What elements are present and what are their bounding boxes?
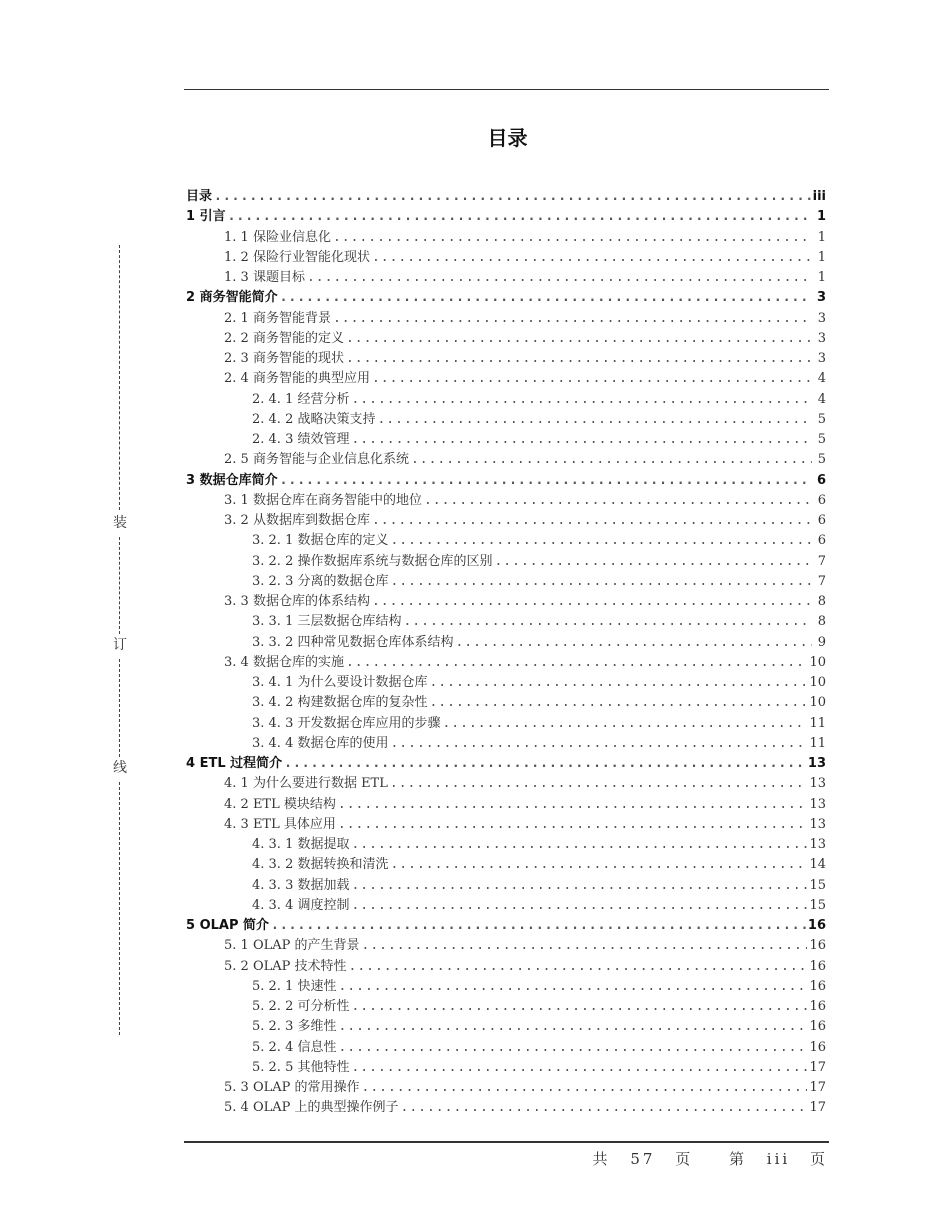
toc-entry-title: 目录: [186, 189, 213, 204]
toc-entry[interactable]: [186, 228, 826, 248]
toc-dot-leader: [390, 734, 807, 754]
footer-page-number: iii: [766, 1150, 791, 1168]
toc-dot-leader: [455, 633, 812, 653]
toc-dot-leader: [494, 552, 812, 572]
toc-dot-leader: [390, 572, 812, 592]
toc-entry-title: 3. 3. 1 三层数据仓库结构: [252, 614, 402, 630]
toc-entry-title: 1. 3 课题目标: [224, 270, 305, 285]
toc-entry-page: 7: [817, 553, 826, 569]
toc-entry[interactable]: [186, 491, 826, 511]
toc-entry-page: 16: [807, 918, 826, 933]
toc-entry-title: 4. 3. 1 数据提取: [252, 837, 350, 852]
toc-entry[interactable]: [186, 592, 826, 612]
toc-entry-page: 1: [817, 249, 826, 265]
toc-entry-page: 10: [809, 654, 826, 670]
toc-entry-page: 13: [809, 837, 826, 852]
binding-label-zhuang: 装: [113, 515, 127, 531]
toc-dot-leader: [424, 491, 812, 511]
toc-entry-title: 5. 2. 1 快速性: [252, 978, 337, 994]
toc-entry-page: 1: [817, 270, 826, 285]
toc-entry[interactable]: [186, 1058, 826, 1078]
toc-entry-title: 1. 2 保险行业智能化现状: [224, 249, 370, 265]
toc-entry[interactable]: [186, 835, 826, 855]
toc-entry-page: 13: [807, 756, 826, 771]
toc-entry[interactable]: [186, 633, 826, 653]
toc-entry-page: 17: [809, 1059, 826, 1075]
toc-entry-title: 5. 3 OLAP 的常用操作: [224, 1080, 360, 1095]
toc-entry[interactable]: [186, 653, 826, 673]
toc-entry[interactable]: [186, 693, 826, 713]
toc-entry[interactable]: [186, 207, 826, 227]
toc-entry[interactable]: [186, 309, 826, 329]
toc-entry-page: 5: [817, 452, 826, 468]
toc-entry-page: 1: [817, 229, 826, 245]
binding-dash-3: [119, 659, 120, 757]
toc-dot-leader: [429, 673, 807, 693]
toc-entry-title: 5. 2. 2 可分析性: [252, 999, 350, 1014]
toc-entry-page: 5: [817, 432, 826, 447]
footer-rule: [184, 1141, 829, 1143]
binding-dash-1: [119, 245, 120, 510]
toc-dot-leader: [372, 369, 812, 389]
toc-dot-leader: [338, 977, 807, 997]
toc-entry[interactable]: [186, 815, 826, 835]
toc-entry-page: 16: [809, 978, 826, 994]
toc-dot-leader: [280, 471, 812, 491]
toc-dot-leader: [338, 795, 808, 815]
toc-dot-leader: [228, 207, 812, 227]
toc-entry-title: 2 商务智能简介: [186, 290, 278, 306]
toc-entry[interactable]: [186, 1017, 826, 1037]
toc-entry[interactable]: [186, 248, 826, 268]
toc-entry[interactable]: [186, 268, 826, 288]
toc-entry-title: 1 引言: [186, 209, 226, 225]
toc-entry-page: 10: [809, 675, 826, 690]
toc-entry[interactable]: [186, 876, 826, 896]
toc-entry-title: 3. 4. 4 数据仓库的使用: [252, 735, 389, 751]
toc-dot-leader: [346, 329, 812, 349]
toc-entry-page: 15: [809, 897, 826, 913]
toc-entry-title: 2. 4. 1 经营分析: [252, 391, 350, 407]
toc-dot-leader: [351, 430, 812, 450]
toc-entry[interactable]: [186, 349, 826, 369]
toc-entry[interactable]: [186, 572, 826, 592]
toc-entry-page: 13: [809, 776, 826, 792]
header-rule: [184, 89, 829, 90]
toc-entry[interactable]: [186, 754, 826, 774]
toc-entry-title: 2. 4. 2 战略决策支持: [252, 411, 376, 427]
toc-entry[interactable]: [186, 957, 826, 977]
toc-entry[interactable]: [186, 531, 826, 551]
toc-entry-page: 11: [809, 735, 826, 751]
toc-entry[interactable]: [186, 936, 826, 956]
toc-dot-leader: [362, 936, 808, 956]
toc-entry-page: 7: [817, 573, 826, 589]
toc-entry-title: 3. 4 数据仓库的实施: [224, 654, 344, 670]
toc-entry[interactable]: [186, 896, 826, 916]
toc-entry-page: 13: [809, 816, 826, 832]
toc-entry-title: 5 OLAP 简介: [186, 918, 270, 933]
toc-entry-page: 3: [817, 310, 826, 326]
toc-entry[interactable]: [186, 612, 826, 632]
toc-entry-title: 4. 3. 4 调度控制: [252, 897, 350, 913]
toc-entry-title: 2. 4. 3 绩效管理: [252, 432, 350, 447]
toc-dot-leader: [351, 896, 807, 916]
table-of-contents: [186, 187, 826, 1119]
toc-entry-title: 4. 2 ETL 模块结构: [224, 796, 336, 812]
toc-dot-leader: [442, 714, 807, 734]
toc-dot-leader: [346, 349, 812, 369]
toc-dot-leader: [372, 592, 812, 612]
footer-page-suffix: 页: [809, 1150, 828, 1168]
toc-dot-leader: [346, 653, 808, 673]
toc-entry-title: 2. 5 商务智能与企业信息化系统: [224, 452, 409, 468]
toc-dot-leader: [390, 855, 807, 875]
toc-entry-page: 3: [817, 330, 826, 346]
page-footer: [587, 1148, 828, 1169]
toc-entry-page: 4: [817, 371, 826, 387]
toc-entry-page: 16: [809, 1019, 826, 1035]
toc-dot-leader: [271, 916, 806, 936]
toc-entry-title: 4 ETL 过程简介: [186, 756, 283, 771]
toc-entry-title: 5. 2. 5 其他特性: [252, 1059, 350, 1075]
toc-dot-leader: [401, 1098, 808, 1118]
toc-entry-page: 8: [817, 594, 826, 609]
toc-entry-page: 8: [817, 614, 826, 630]
toc-entry[interactable]: [186, 1098, 826, 1118]
toc-dot-leader: [280, 288, 812, 308]
toc-entry-title: 3. 3. 2 四种常见数据仓库体系结构: [252, 634, 454, 650]
toc-entry-page: iii: [812, 189, 826, 204]
toc-dot-leader: [372, 248, 812, 268]
toc-entry-page: 9: [817, 634, 826, 650]
footer-page-prefix: 第: [729, 1150, 748, 1168]
toc-entry-page: 4: [817, 391, 826, 407]
toc-dot-leader: [214, 187, 811, 207]
toc-entry-title: 4. 3 ETL 具体应用: [224, 816, 336, 832]
toc-entry-title: 3. 2 从数据库到数据仓库: [224, 513, 370, 528]
toc-entry-title: 3. 4. 2 构建数据仓库的复杂性: [252, 695, 428, 711]
toc-entry-page: 16: [809, 999, 826, 1014]
toc-entry-title: 3. 4. 3 开发数据仓库应用的步骤: [252, 715, 441, 731]
toc-dot-leader: [377, 410, 812, 430]
toc-entry-title: 2. 1 商务智能背景: [224, 310, 331, 326]
toc-entry-page: 15: [809, 877, 826, 893]
toc-entry[interactable]: [186, 977, 826, 997]
binding-label-xian: 线: [113, 760, 127, 776]
toc-dot-leader: [307, 268, 812, 288]
toc-entry-page: 3: [816, 290, 826, 306]
toc-entry[interactable]: [186, 734, 826, 754]
toc-entry-title: 5. 2 OLAP 技术特性: [224, 958, 347, 974]
toc-entry-page: 13: [809, 796, 826, 812]
toc-entry-title: 2. 3 商务智能的现状: [224, 351, 344, 366]
toc-entry-page: 16: [809, 1039, 826, 1055]
toc-entry-title: 3. 1 数据仓库在商务智能中的地位: [224, 492, 422, 508]
toc-entry[interactable]: [186, 329, 826, 349]
toc-entry-page: 16: [809, 938, 826, 954]
toc-entry-page: 3: [817, 351, 826, 366]
toc-dot-leader: [333, 228, 812, 248]
toc-dot-leader: [351, 876, 807, 896]
toc-entry[interactable]: [186, 916, 826, 936]
toc-entry[interactable]: [186, 187, 826, 207]
toc-entry-title: 4. 3. 2 数据转换和清洗: [252, 857, 389, 873]
toc-entry-title: 4. 1 为什么要进行数据 ETL: [224, 776, 388, 792]
toc-entry[interactable]: [186, 1078, 826, 1098]
toc-entry[interactable]: [186, 369, 826, 389]
toc-entry-title: 3. 3 数据仓库的体系结构: [224, 594, 370, 609]
toc-dot-leader: [351, 835, 807, 855]
toc-entry-title: 5. 2. 3 多维性: [252, 1019, 337, 1035]
binding-label-ding: 订: [113, 637, 127, 653]
toc-dot-leader: [372, 511, 812, 531]
toc-entry-title: 3. 2. 2 操作数据库系统与数据仓库的区别: [252, 553, 493, 569]
binding-dash-4: [119, 782, 120, 1035]
toc-dot-leader: [284, 754, 806, 774]
toc-entry[interactable]: [186, 774, 826, 794]
toc-entry-page: 17: [809, 1100, 826, 1116]
toc-dot-leader: [403, 612, 812, 632]
toc-entry-title: 5. 4 OLAP 上的典型操作例子: [224, 1100, 399, 1116]
toc-entry-title: 2. 4 商务智能的典型应用: [224, 371, 370, 387]
toc-entry-title: 1. 1 保险业信息化: [224, 229, 331, 245]
toc-entry-page: 1: [816, 209, 826, 225]
toc-entry-page: 11: [809, 715, 826, 731]
toc-entry-title: 3. 2. 1 数据仓库的定义: [252, 533, 389, 549]
toc-entry-page: 17: [809, 1080, 826, 1095]
toc-entry-page: 6: [817, 533, 826, 549]
toc-entry[interactable]: [186, 430, 826, 450]
binding-dash-2: [119, 537, 120, 634]
toc-entry[interactable]: [186, 288, 826, 308]
toc-entry[interactable]: [186, 390, 826, 410]
toc-entry[interactable]: [186, 410, 826, 430]
toc-dot-leader: [390, 774, 808, 794]
toc-entry[interactable]: [186, 714, 826, 734]
toc-entry[interactable]: [186, 450, 826, 470]
toc-dot-leader: [351, 390, 812, 410]
toc-entry-title: 2. 2 商务智能的定义: [224, 330, 344, 346]
toc-entry-title: 4. 3. 3 数据加载: [252, 877, 350, 893]
toc-dot-leader: [390, 531, 812, 551]
toc-entry[interactable]: [186, 552, 826, 572]
binding-line: [114, 245, 126, 1035]
toc-entry-title: 5. 2. 4 信息性: [252, 1039, 337, 1055]
toc-dot-leader: [411, 450, 812, 470]
toc-entry-page: 16: [809, 958, 826, 974]
toc-entry[interactable]: [186, 471, 826, 491]
toc-entry[interactable]: [186, 511, 826, 531]
toc-entry-page: 14: [809, 857, 826, 873]
toc-dot-leader: [362, 1078, 808, 1098]
toc-dot-leader: [338, 1038, 807, 1058]
toc-entry-title: 3. 2. 3 分离的数据仓库: [252, 573, 389, 589]
toc-dot-leader: [333, 309, 812, 329]
toc-entry[interactable]: [186, 673, 826, 693]
toc-dot-leader: [351, 997, 807, 1017]
toc-entry-title: 3 数据仓库简介: [186, 472, 278, 488]
toc-entry-page: 5: [817, 411, 826, 427]
toc-entry-page: 10: [809, 695, 826, 711]
toc-dot-leader: [338, 815, 808, 835]
footer-total-pages: 57: [630, 1150, 656, 1168]
toc-entry-page: 6: [817, 492, 826, 508]
toc-entry-title: 5. 1 OLAP 的产生背景: [224, 938, 360, 954]
toc-dot-leader: [351, 1058, 807, 1078]
toc-dot-leader: [349, 957, 808, 977]
toc-dot-leader: [338, 1017, 807, 1037]
toc-entry-page: 6: [816, 472, 826, 488]
toc-entry[interactable]: [186, 1038, 826, 1058]
toc-entry-title: 3. 4. 1 为什么要设计数据仓库: [252, 675, 428, 690]
page-title: 目录: [487, 126, 528, 150]
toc-entry[interactable]: [186, 855, 826, 875]
footer-total-prefix: 共: [592, 1150, 611, 1168]
footer-total-suffix: 页: [675, 1150, 694, 1168]
toc-dot-leader: [429, 693, 807, 713]
toc-entry[interactable]: [186, 795, 826, 815]
toc-entry-page: 6: [817, 513, 826, 528]
toc-entry[interactable]: [186, 997, 826, 1017]
